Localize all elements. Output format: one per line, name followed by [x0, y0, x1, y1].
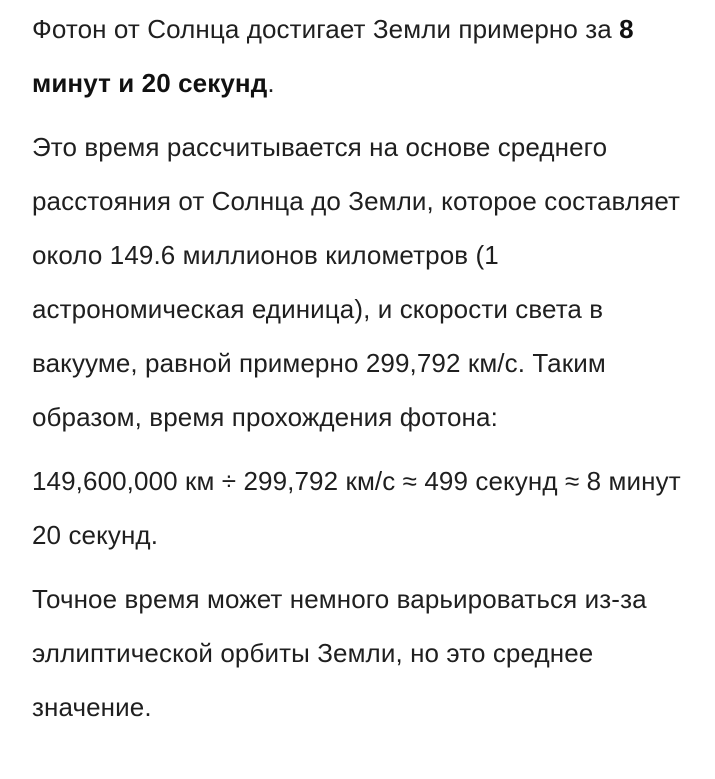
calculation-paragraph: 149,600,000 км ÷ 299,792 км/с ≈ 499 секунд ≈ 8 минут 20 секунд.	[32, 466, 681, 550]
answer-period: .	[267, 68, 275, 98]
answer-paragraph-1	[32, 2, 683, 110]
answer-bold-duration: 8 минут и 20 секунд	[32, 14, 634, 98]
answer-lead-text: Фотон от Солнца достигает Земли примерно за	[32, 14, 620, 44]
note-paragraph: Точное время может немного варьироваться из-за эллиптической орбиты Земли, но это среднее значение.	[32, 584, 647, 722]
explanation-paragraph: Это время рассчитывается на основе среднего расстояния от Солнца до Земли, которое составляет около 149.6 миллионов километров (1 астрономическая единица), и скорости света в вакууме, равной примерно 299,792 км/с. Таким образом, время прохождения фотона:	[32, 132, 681, 432]
